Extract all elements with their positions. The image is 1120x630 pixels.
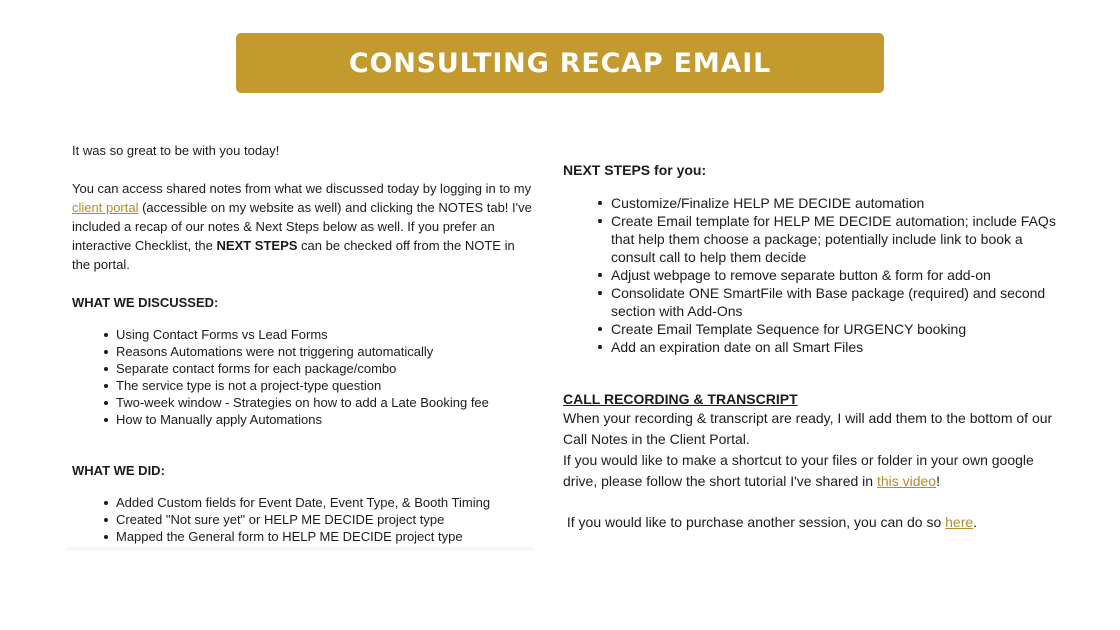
left-column [72, 141, 534, 545]
purchase-text-2: . [973, 514, 978, 530]
shortcut-text-1: If you would like to make a shortcut to your files or folder in your own google drive, please follow the short tutorial I've shared in [563, 452, 1034, 489]
list-item: Consolidate ONE SmartFile with Base package (required) and second section with Add-Ons [598, 284, 1063, 320]
recording-text: When your recording & transcript are ready, I will add them to the bottom of our Call Notes in the Client Portal. [563, 410, 1053, 447]
intro-text-1: You can access shared notes from what we discussed today by logging in to my [72, 181, 532, 196]
header-banner [236, 33, 884, 93]
purchase-text [563, 512, 1063, 533]
purchase-text-1: If you would like to purchase another session, you can do so [563, 514, 946, 530]
list-item: Mapped the General form to HELP ME DECIDE project type [104, 528, 534, 545]
list-item: Customize/Finalize HELP ME DECIDE automation [598, 194, 1063, 212]
client-portal-link[interactable]: client portal [72, 200, 139, 215]
next-steps-heading [563, 161, 1063, 179]
did-list [104, 494, 534, 545]
intro-text-2: (accessible on my website as well) and clicking the NOTES tab! I've included a recap of our notes & Next Steps below as well. If you prefer an interactive Checklist, the [72, 200, 532, 253]
list-item: Added Custom fields for Event Date, Event Type, & Booth Timing [104, 494, 534, 511]
list-item: Create Email Template Sequence for URGENCY booking [598, 320, 1063, 338]
recording-heading: CALL RECORDING & TRANSCRIPT [563, 391, 798, 407]
list-item: How to Manually apply Automations [104, 411, 534, 428]
list-item: Two-week window - Strategies on how to add a Late Booking fee [104, 394, 534, 411]
next-steps-heading-bold: NEXT STEPS [563, 162, 651, 178]
list-item: Using Contact Forms vs Lead Forms [104, 326, 534, 343]
shortcut-text [563, 450, 1063, 492]
next-steps-heading-rest: for you: [650, 162, 707, 178]
greeting-text: It was so great to be with you today! [72, 143, 280, 158]
next-steps-list [598, 194, 1063, 356]
shortcut-text-2: ! [936, 473, 940, 489]
next-steps-bold: NEXT STEPS [216, 238, 298, 253]
discussed-list [104, 326, 534, 428]
list-item: Separate contact forms for each package/combo [104, 360, 534, 377]
did-heading: WHAT WE DID: [72, 463, 165, 478]
list-item: Created "Not sure yet" or HELP ME DECIDE project type [104, 511, 534, 528]
purchase-here-link[interactable]: here [945, 514, 974, 530]
page-title: CONSULTING RECAP EMAIL [348, 47, 772, 79]
list-item: Reasons Automations were not triggering automatically [104, 343, 534, 360]
list-item: The service type is not a project-type question [104, 377, 534, 394]
right-column [563, 161, 1063, 533]
discussed-heading: WHAT WE DISCUSSED: [72, 295, 219, 310]
intro-text-3: can be checked off from the NOTE in the portal. [72, 238, 515, 272]
divider [66, 547, 534, 551]
intro-paragraph [72, 179, 534, 274]
list-item: Add an expiration date on all Smart Files [598, 338, 1063, 356]
this-video-link[interactable]: this video [876, 473, 937, 489]
list-item: Create Email template for HELP ME DECIDE automation; include FAQs that help them choose a package; potentially include link to book a consult call to help them decide [598, 212, 1063, 266]
list-item: Adjust webpage to remove separate button & form for add-on [598, 266, 1063, 284]
